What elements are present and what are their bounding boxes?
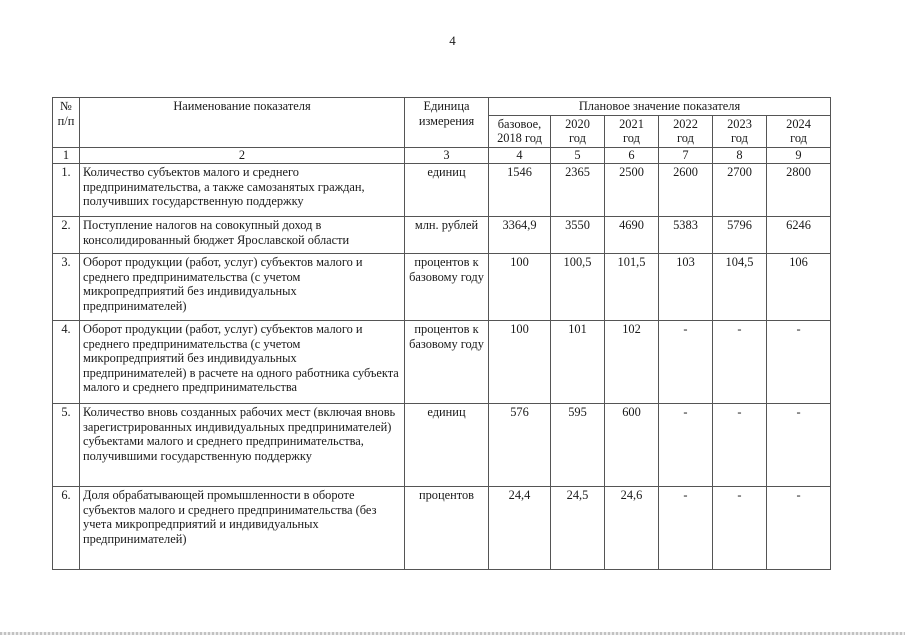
value-cell: 2800 — [767, 163, 831, 216]
scan-edge-divider — [0, 632, 905, 635]
col-number: 4 — [489, 147, 551, 163]
indicator-name: Количество вновь созданных рабочих мест (включая вновь зарегистрированных индивидуальных предпринимателей) субъектами малого и среднего предпринимательства, получившими государственную поддержку — [80, 403, 405, 486]
value-cell: - — [659, 486, 713, 569]
header-row-1 — [53, 98, 831, 116]
table-row — [53, 216, 831, 253]
value-cell: 595 — [551, 403, 605, 486]
value-cell: 2500 — [605, 163, 659, 216]
row-number: 2. — [53, 216, 80, 253]
indicator-unit: процентов к базовому году — [405, 320, 489, 403]
value-cell: 3550 — [551, 216, 605, 253]
value-cell: 24,6 — [605, 486, 659, 569]
header-year-base: базовое, 2018 год — [489, 115, 551, 147]
indicator-name: Оборот продукции (работ, услуг) субъектов малого и среднего предпринимательства (с учетом микропредприятий без индивидуальных предпринимателей) — [80, 253, 405, 320]
row-number: 3. — [53, 253, 80, 320]
value-cell: 103 — [659, 253, 713, 320]
col-number: 1 — [53, 147, 80, 163]
header-year-2023: 2023 год — [713, 115, 767, 147]
page-number: 4 — [449, 33, 456, 48]
value-cell: 2700 — [713, 163, 767, 216]
indicator-name: Оборот продукции (работ, услуг) субъектов малого и среднего предпринимательства (с учетом микропредприятий без индивидуальных предпринимателей) в расчете на одного работника субъекта малого и среднего предпринимательства — [80, 320, 405, 403]
value-cell: - — [767, 486, 831, 569]
table-row — [53, 253, 831, 320]
header-year-2022: 2022 год — [659, 115, 713, 147]
value-cell: 104,5 — [713, 253, 767, 320]
value-cell: 2600 — [659, 163, 713, 216]
value-cell: 100 — [489, 253, 551, 320]
header-no: № п/п — [53, 98, 80, 148]
value-cell: 2365 — [551, 163, 605, 216]
table-row — [53, 486, 831, 569]
indicator-unit: единиц — [405, 403, 489, 486]
value-cell: 3364,9 — [489, 216, 551, 253]
indicator-name: Количество субъектов малого и среднего предпринимательства, а также самозанятых граждан, получивших государственную поддержку — [80, 163, 405, 216]
header-year-2024: 2024 год — [767, 115, 831, 147]
value-cell: - — [767, 320, 831, 403]
indicator-unit: процентов к базовому году — [405, 253, 489, 320]
table-row — [53, 320, 831, 403]
value-cell: 100,5 — [551, 253, 605, 320]
header-year-2021: 2021 год — [605, 115, 659, 147]
indicator-unit: единиц — [405, 163, 489, 216]
table-row — [53, 163, 831, 216]
value-cell: 4690 — [605, 216, 659, 253]
value-cell: - — [767, 403, 831, 486]
header-year-2020: 2020 год — [551, 115, 605, 147]
col-number: 8 — [713, 147, 767, 163]
value-cell: 600 — [605, 403, 659, 486]
value-cell: 6246 — [767, 216, 831, 253]
col-number: 7 — [659, 147, 713, 163]
indicator-name: Поступление налогов на совокупный доход в консолидированный бюджет Ярославской области — [80, 216, 405, 253]
value-cell: - — [713, 486, 767, 569]
value-cell: 101,5 — [605, 253, 659, 320]
row-number: 1. — [53, 163, 80, 216]
value-cell: - — [659, 403, 713, 486]
col-number: 2 — [80, 147, 405, 163]
value-cell: 5796 — [713, 216, 767, 253]
row-number: 5. — [53, 403, 80, 486]
column-numbers-row — [53, 147, 831, 163]
value-cell: 576 — [489, 403, 551, 486]
value-cell: 24,5 — [551, 486, 605, 569]
table-row — [53, 403, 831, 486]
row-number: 4. — [53, 320, 80, 403]
value-cell: 100 — [489, 320, 551, 403]
col-number: 6 — [605, 147, 659, 163]
header-name: Наименование показателя — [80, 98, 405, 148]
col-number: 3 — [405, 147, 489, 163]
value-cell: 101 — [551, 320, 605, 403]
value-cell: - — [659, 320, 713, 403]
indicators-table — [52, 97, 831, 570]
col-number: 5 — [551, 147, 605, 163]
value-cell: 5383 — [659, 216, 713, 253]
value-cell: 102 — [605, 320, 659, 403]
row-number: 6. — [53, 486, 80, 569]
col-number: 9 — [767, 147, 831, 163]
value-cell: - — [713, 403, 767, 486]
value-cell: 106 — [767, 253, 831, 320]
indicator-name: Доля обрабатывающей промышленности в обороте субъектов малого и среднего предпринимательства (без учета микропредприятий и индивидуальных предпринимателей) — [80, 486, 405, 569]
indicator-unit: процентов — [405, 486, 489, 569]
indicator-unit: млн. рублей — [405, 216, 489, 253]
value-cell: - — [713, 320, 767, 403]
value-cell: 1546 — [489, 163, 551, 216]
header-plan: Плановое значение показателя — [489, 98, 831, 116]
value-cell: 24,4 — [489, 486, 551, 569]
header-unit: Единица измерения — [405, 98, 489, 148]
